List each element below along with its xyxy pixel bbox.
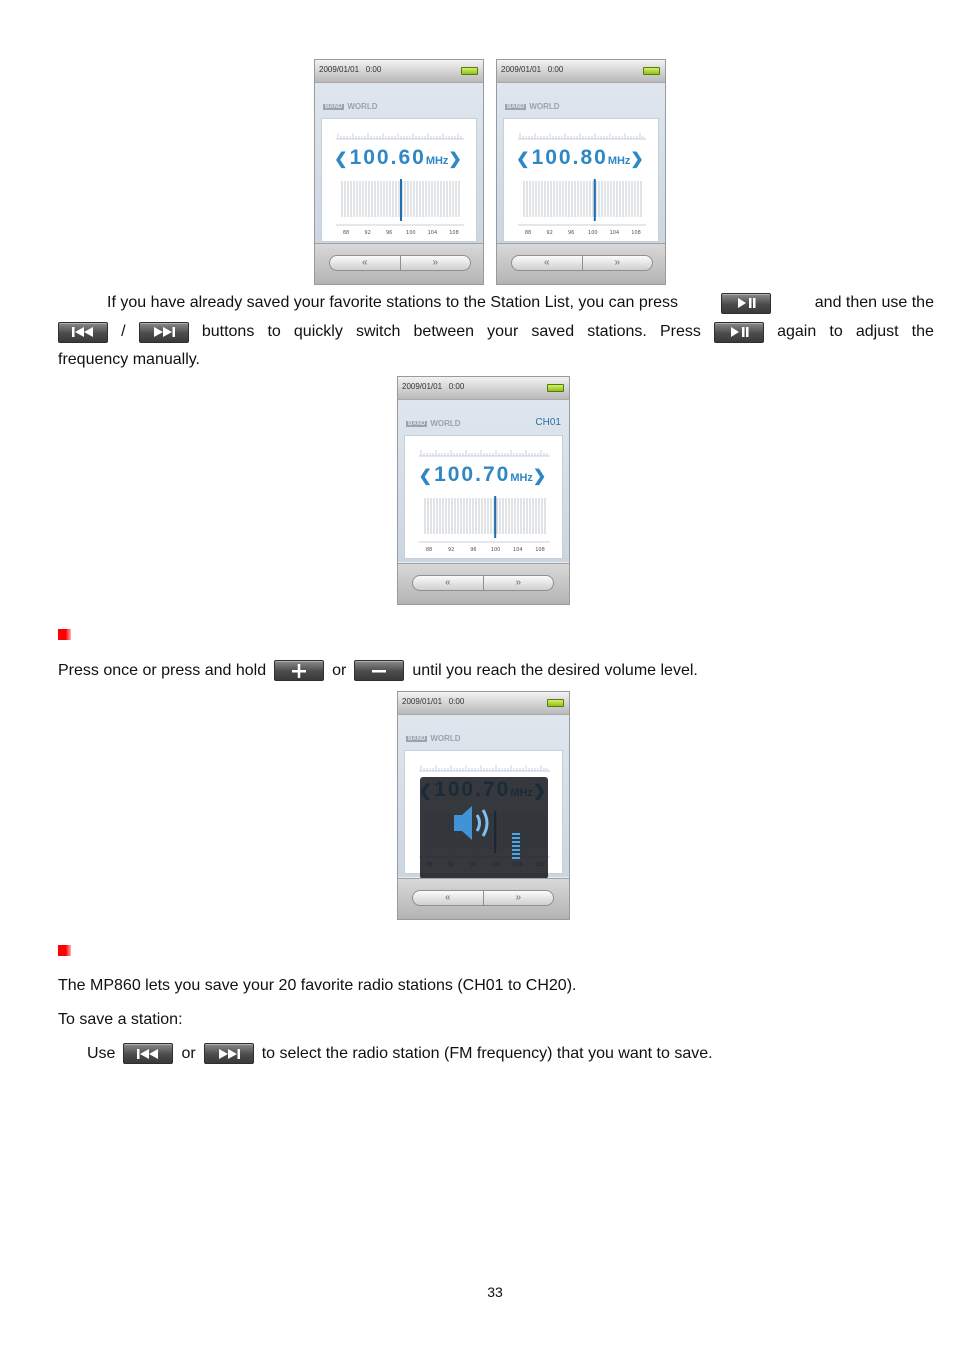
text: your (487, 323, 519, 340)
text: to (829, 323, 843, 340)
paragraph-save-heading (58, 1010, 183, 1030)
section-bullet (58, 629, 71, 640)
text: to (267, 323, 281, 340)
tuner-panel (321, 118, 477, 242)
text: Press once or press and hold (58, 661, 267, 679)
rewind-icon: « (444, 892, 451, 903)
text: frequency manually. (58, 351, 200, 368)
next-button-icon (139, 322, 189, 343)
scale-label: 92 (364, 230, 371, 236)
text: Use (87, 1044, 116, 1062)
text: switch (355, 323, 401, 340)
scale-label: 100 (490, 547, 501, 553)
scale-label: 88 (425, 547, 433, 553)
tuner-panel (404, 435, 563, 559)
scale-label: 100 (406, 230, 416, 236)
scale-label: 100 (588, 230, 598, 236)
text: between (413, 323, 475, 340)
text: or (181, 1044, 196, 1062)
paragraph-save-step (87, 1043, 713, 1064)
status-bar (315, 60, 483, 83)
text: until you reach the desired volume level. (412, 661, 698, 679)
date-time: 2009/01/01 0:00 (402, 382, 465, 391)
rewind-icon: « (361, 257, 368, 268)
battery-icon (461, 67, 478, 75)
speaker-icon (454, 806, 487, 840)
previous-button-icon (123, 1043, 173, 1064)
text: or (332, 661, 347, 679)
frequency-display: ❮100.70MHz❯ (418, 463, 549, 486)
rewind-icon: « (444, 577, 451, 588)
battery-icon (547, 699, 564, 707)
paragraph-station-list (58, 290, 934, 372)
section-bullet (58, 945, 71, 956)
seek-controls (511, 255, 653, 271)
scale-label: 88 (342, 230, 350, 236)
previous-button-icon (58, 322, 108, 343)
play-pause-button-icon (714, 322, 764, 343)
text: The MP860 lets you save your 20 favorite radio stations (CH01 to CH20). (58, 977, 577, 994)
battery-icon (643, 67, 660, 75)
frequency-display: ❮100.80MHz❯ (516, 146, 646, 169)
forward-icon: » (400, 256, 471, 270)
scale-label: 104 (427, 230, 438, 236)
page-number: 33 (487, 1284, 503, 1300)
scale-label: 96 (470, 547, 477, 553)
band-label: BAND WORLD (507, 102, 560, 111)
play-pause-button-icon (721, 293, 771, 314)
text: / (121, 323, 126, 340)
paragraph-save-intro (58, 976, 576, 996)
status-bar (398, 692, 569, 715)
forward-icon: » (483, 576, 554, 590)
radio-screen-2 (496, 59, 666, 285)
radio-screen-1 (314, 59, 484, 285)
rewind-icon: « (543, 257, 550, 268)
volume-level-bars (512, 833, 520, 859)
scale-label: 108 (631, 230, 641, 236)
scale-label: 96 (568, 230, 575, 236)
text: quickly (293, 323, 343, 340)
battery-icon (547, 384, 564, 392)
text: buttons (201, 323, 255, 340)
seek-controls (412, 890, 554, 906)
scale-label: 92 (448, 547, 455, 553)
paragraph-volume (58, 660, 698, 681)
seek-controls (412, 575, 554, 591)
text: again (777, 323, 817, 340)
date-time: 2009/01/01 0:00 (402, 697, 465, 706)
date-time: 2009/01/01 0:00 (501, 65, 564, 74)
seek-controls (329, 255, 471, 271)
band-label: BAND WORLD (325, 102, 378, 111)
volume-popup (420, 777, 548, 879)
text: to select the radio station (FM frequency) that you want to save. (261, 1044, 713, 1062)
text: Press (659, 323, 701, 340)
text: stations. (587, 323, 647, 340)
scale-label: 104 (513, 547, 523, 553)
scale-label: 104 (609, 230, 620, 236)
radio-screen-volume (397, 691, 570, 920)
text: To save a station: (58, 1011, 183, 1028)
plus-button-icon (274, 660, 324, 681)
scale-label: 92 (546, 230, 553, 236)
scale-label: 108 (449, 230, 459, 236)
minus-button-icon (354, 660, 404, 681)
scale-label: 108 (535, 547, 545, 553)
scale-label: 88 (524, 230, 532, 236)
frequency-display: ❮100.60MHz❯ (334, 146, 464, 169)
next-button-icon (204, 1043, 254, 1064)
text: adjust (855, 323, 899, 340)
radio-screen-3 (397, 376, 570, 605)
text: If you have already saved your favorite stations to the Station List, you can press (107, 294, 678, 311)
text: saved (531, 323, 575, 340)
band-label: BAND WORLD (408, 419, 461, 428)
text: the (911, 323, 934, 340)
tuner-panel (503, 118, 659, 242)
band-label: BAND WORLD (408, 734, 461, 743)
status-bar (398, 377, 569, 400)
forward-icon: » (582, 256, 653, 270)
channel-label: CH01 (535, 417, 561, 428)
date-time: 2009/01/01 0:00 (319, 65, 382, 74)
text: and then use the (814, 294, 934, 311)
scale-label: 96 (386, 230, 393, 236)
forward-icon: » (483, 891, 554, 905)
status-bar (497, 60, 665, 83)
